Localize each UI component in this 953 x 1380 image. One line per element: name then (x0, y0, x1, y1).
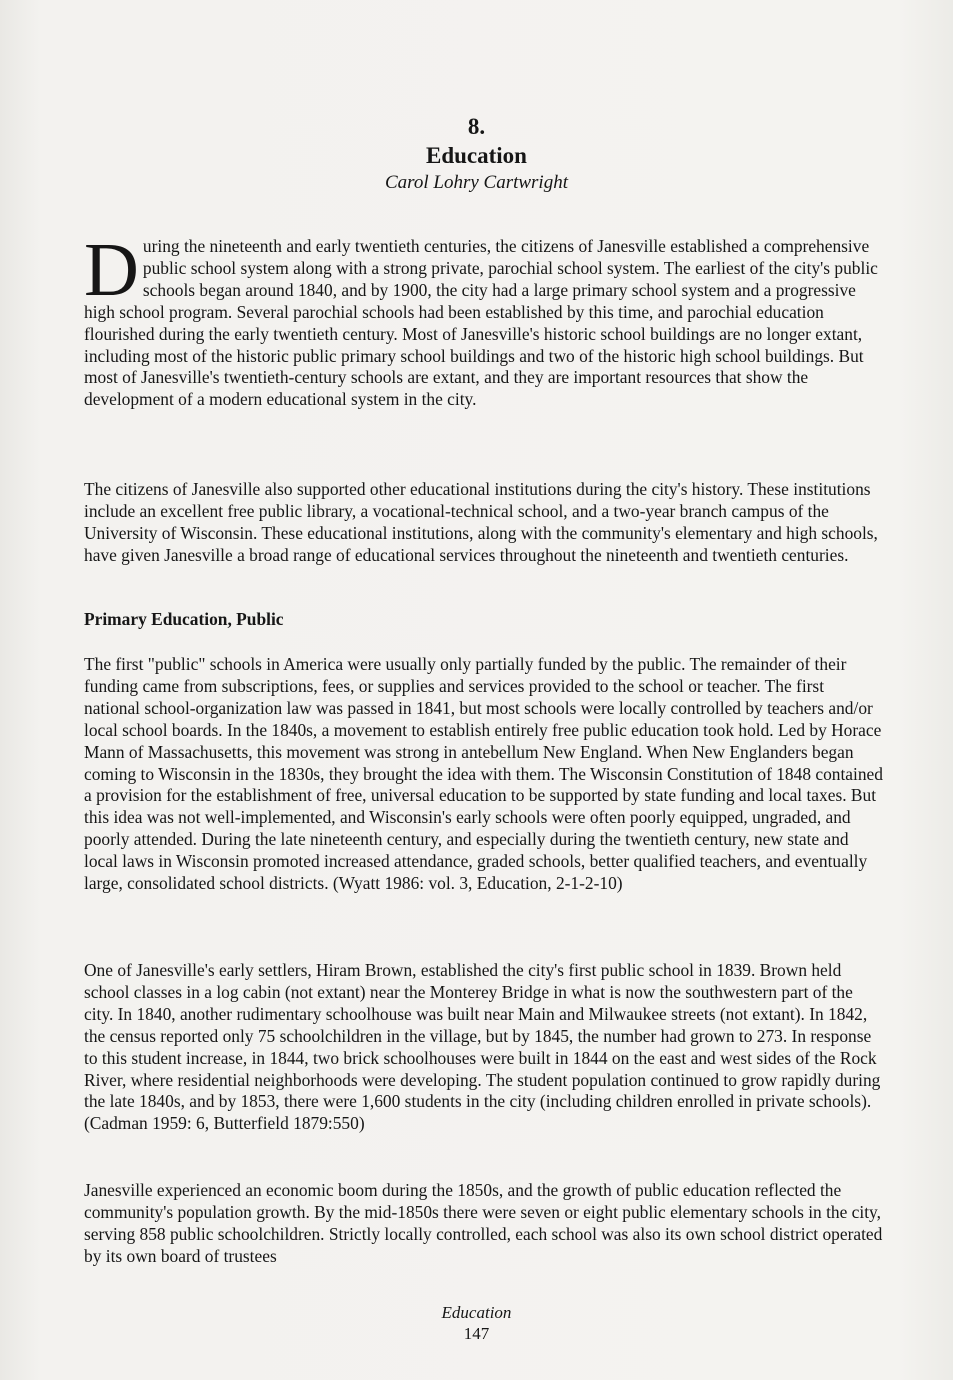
chapter-number: 8. (467, 114, 486, 139)
section-paragraph-1: The first "public" schools in America were usually only partially funded by the public. The remainder of their funding came from subscriptions, fees, or supplies and services provided to the school or teacher. The first national school-organization law was passed in 1841, but most schools were locally controlled by teachers and/or local school boards. In the 1840s, a movement to establish entirely free public education took hold. Led by Horace Mann of Massachusetts, this movement was strong in antebellum New England. When New Englanders began coming to Wisconsin in the 1830s, they brought the idea with them. The Wisconsin Constitution of 1848 contained a provision for the establishment of free, universal education to be supported by state funding and local taxes. But this idea was not well-implemented, and Wisconsin's early schools were often poorly equipped, ungraded, and poorly attended. During the late nineteenth century, and especially during the twentieth century, new state and local laws in Wisconsin promoted increased attendance, graded schools, better qualified teachers, and eventually large, consolidated school districts. (Wyatt 1986: vol. 3, Education, 2-1-2-10) (84, 654, 883, 894)
chapter-author: Carol Lohry Cartwright (384, 172, 568, 193)
section-heading: Primary Education, Public (84, 609, 284, 629)
intro-paragraph-1 (84, 228, 884, 411)
drop-cap: D (84, 228, 139, 312)
intro-paragraph-2: The citizens of Janesville also supported other educational institutions during the city's history. These institutions include an excellent free public library, a vocational-technical school, and a two-year branch campus of the University of Wisconsin. These educational institutions, along with the community's elementary and high schools, have given Janesville a broad range of educational services throughout the nineteenth and twentieth centuries. (84, 479, 878, 565)
chapter-title: Education (426, 143, 527, 168)
section-paragraph-2: One of Janesville's early settlers, Hiram Brown, established the city's first public school in 1839. Brown held school classes in a log cabin (not extant) near the Monterey Bridge in what is now the southwestern part of the city. In 1840, another rudimentary schoolhouse was built near Main and Milwaukee streets (not extant). In 1842, the census reported only 75 schoolchildren in the village, but by 1845, the number had grown to 273. In response to this student increase, in 1844, two brick schoolhouses were built in 1844 on the east and west sides of the Rock River, where residential neighborhoods were developing. The student population continued to grow rapidly during the late 1840s, and by 1853, there were 1,600 students in the city (including children enrolled in private schools). (Cadman 1959: 6, Butterfield 1879:550) (84, 960, 881, 1134)
running-footer: Education (441, 1303, 512, 1322)
page-number: 147 (463, 1324, 490, 1343)
intro-paragraph-1-text: uring the nineteenth and early twentieth centuries, the citizens of Janesville established a comprehensive public school system along with a strong private, parochial school system. The earliest of the city's public schools began around 1840, and by 1900, the city had a large primary school system and a progressive high school program. Several parochial schools had been established by this time, and parochial education flourished during the early twentieth century. Most of Janesville's historic school buildings are no longer extant, including most of the historic public primary school buildings and two of the historic high school buildings. But most of Janesville's twentieth-century schools are extant, and they are important resources that show the development of a modern educational system in the city. (84, 236, 878, 410)
section-paragraph-3: Janesville experienced an economic boom during the 1850s, and the growth of public education reflected the community's population growth. By the mid-1850s there were seven or eight public elementary schools in the city, serving 858 public schoolchildren. Strictly locally controlled, each school was also its own school district operated by its own board of trustees (84, 1180, 883, 1266)
